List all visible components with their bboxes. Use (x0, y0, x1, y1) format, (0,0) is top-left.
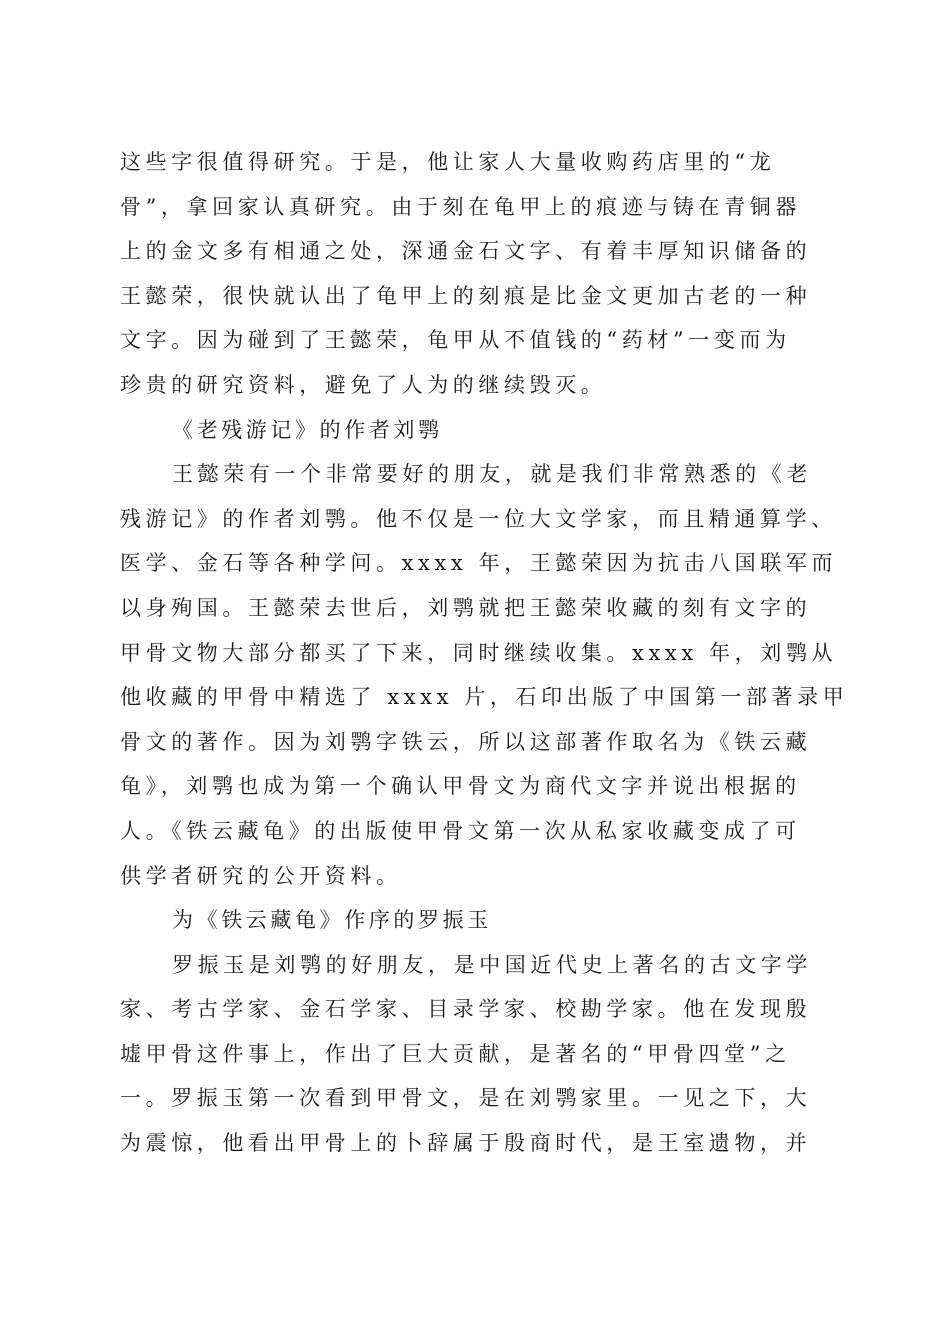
text-line: 骨文的著作。因为刘鹗字铁云，所以这部著作取名为《铁云藏 (120, 729, 812, 754)
text-line: 甲骨文物大部分都买了下来，同时继续收集。xxxx 年，刘鹗从 (120, 640, 838, 665)
text-line: 罗振玉是刘鹗的好朋友，是中国近代史上著名的古文字学 (172, 952, 812, 977)
text-line: 王懿荣有一个非常要好的朋友，就是我们非常熟悉的《老 (172, 462, 812, 487)
paragraph-liu-e (120, 452, 849, 898)
section-heading-liu-e: 《老残游记》的作者刘鹗 (172, 417, 443, 442)
text-line: 为震惊，他看出甲骨上的卜辞属于殷商时代，是王室遗物，并 (120, 1131, 812, 1156)
text-line: 上的金文多有相通之处，深通金石文字、有着丰厚知识储备的 (120, 239, 812, 264)
section-heading-luo-zhenyu: 为《铁云藏龟》作序的罗振玉 (172, 908, 492, 933)
text-line: 龟》，刘鹗也成为第一个确认甲骨文为商代文字并说出根据的 (120, 774, 801, 799)
text-line: 这些字很值得研究。于是，他让家人大量收购药店里的“龙 (120, 150, 776, 174)
text-line: 供学者研究的公开资料。 (120, 863, 402, 888)
text-line: 一。罗振玉第一次看到甲骨文，是在刘鹗家里。一见之下，大 (120, 1086, 812, 1111)
text-line: 文字。因为碰到了王懿荣，龟甲从不值钱的“药材”一变而为 (120, 328, 791, 353)
text-line: 珍贵的研究资料，避免了人为的继续毁灭。 (120, 372, 607, 397)
text-line: 残游记》的作者刘鹗。他不仅是一位大文学家，而且精通算学、 (120, 506, 837, 531)
text-line: 家、考古学家、金石学家、目录学家、校勘学家。他在发现殷 (120, 997, 812, 1022)
text-line: 以身殉国。王懿荣去世后，刘鹗就把王懿荣收藏的刻有文字的 (120, 595, 812, 620)
text-line: 医学、金石等各种学问。xxxx 年，王懿荣因为抗击八国联军而 (120, 551, 838, 576)
document-page (120, 140, 849, 1166)
text-line: 人。《铁云藏龟》的出版使甲骨文第一次从私家收藏变成了可 (120, 818, 801, 843)
text-line: 他收藏的甲骨中精选了 xxxx 片，石印出版了中国第一部著录甲 (120, 685, 849, 710)
paragraph-wang-yirong-research (120, 140, 830, 408)
text-line: 王懿荣，很快就认出了龟甲上的刻痕是比金文更加古老的一种 (120, 283, 812, 308)
paragraph-luo-zhenyu (120, 943, 830, 1166)
text-line: 墟甲骨这件事上，作出了巨大贡献，是著名的“甲骨四堂”之 (120, 1041, 791, 1066)
text-line: 骨”，拿回家认真研究。由于刻在龟甲上的痕迹与铸在青铜器 (120, 194, 801, 219)
